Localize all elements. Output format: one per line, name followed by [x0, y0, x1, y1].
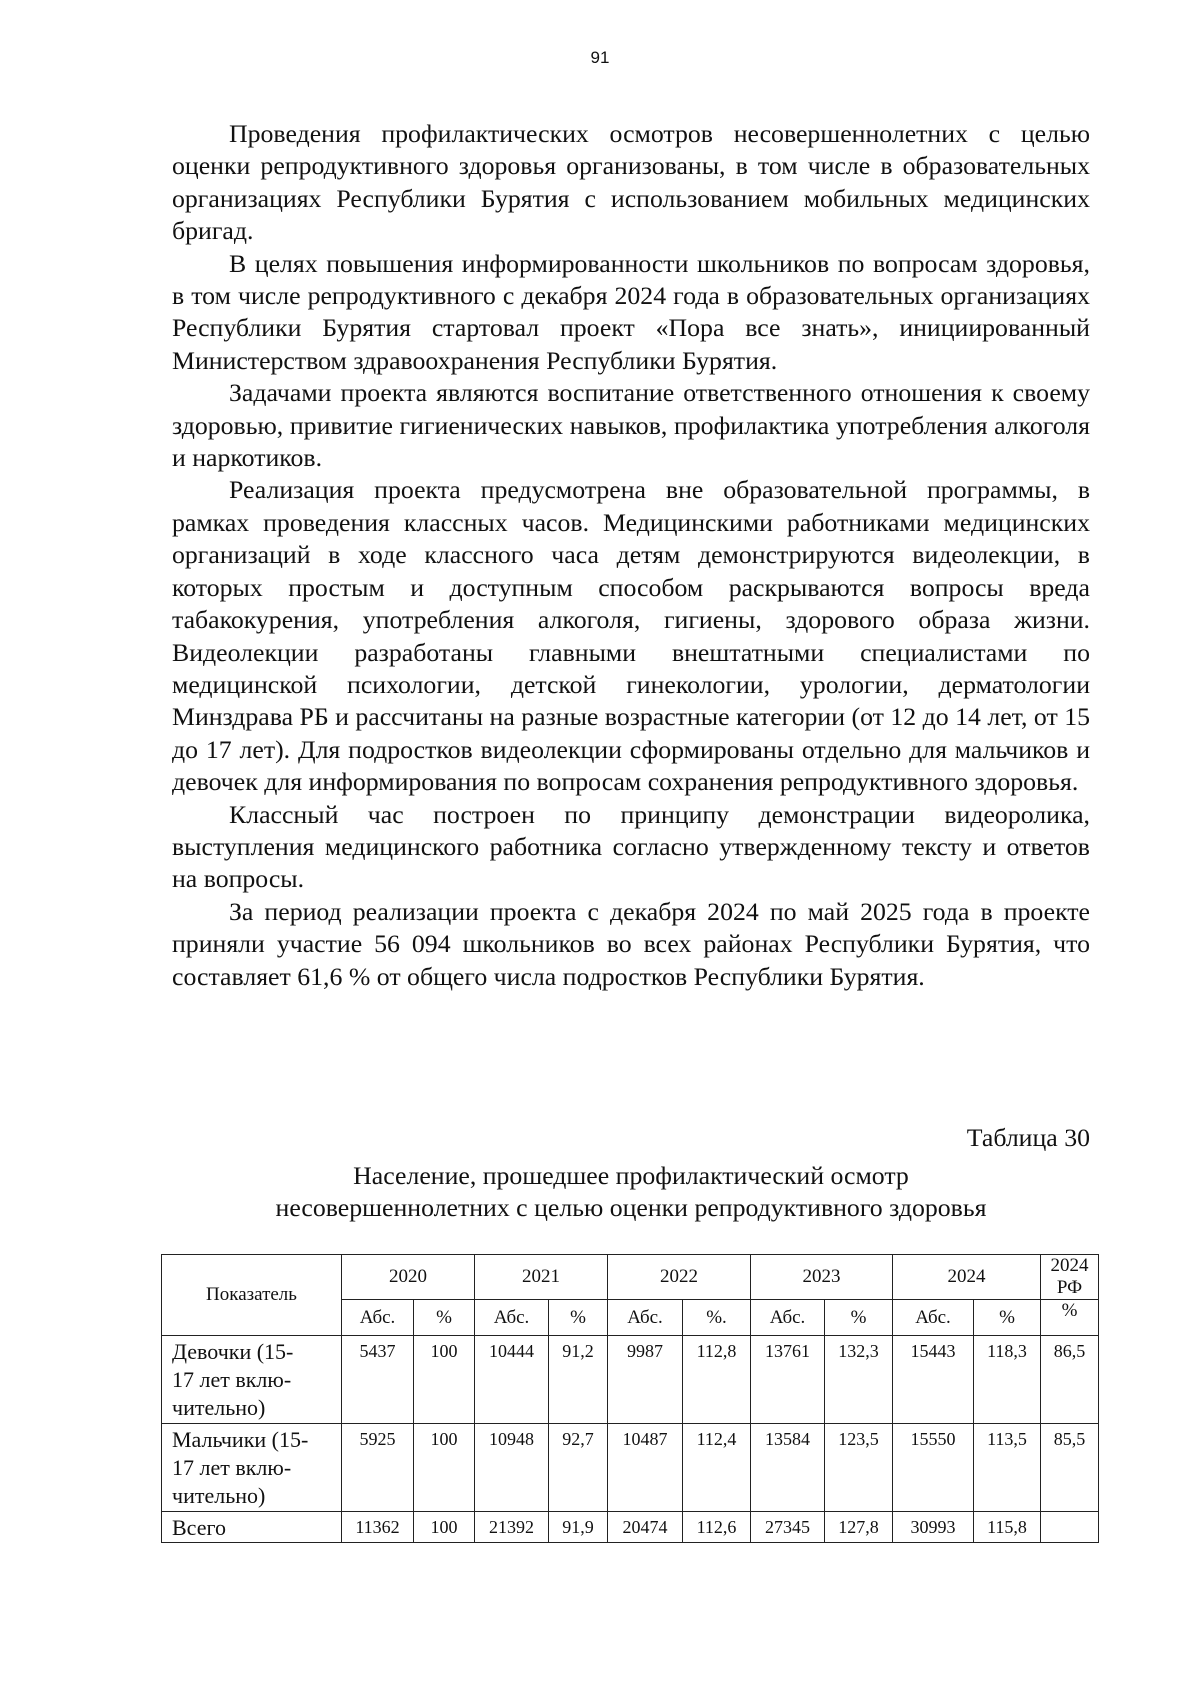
row-label-boys [162, 1424, 342, 1512]
cell-girls-abs-2022: 9987 [608, 1336, 683, 1424]
header-rf [1041, 1255, 1099, 1300]
paragraph-1: Проведения профилактических осмотров несовершеннолетних с целью оценки репродуктивного здоровья организованы, в том числе в образовательных организациях Республики Бурятия с использованием мобильных медицинских бригад. [172, 119, 1090, 246]
row-label-line: Мальчики (15- [172, 1427, 309, 1452]
subheader-pct-2022: %. [683, 1300, 751, 1336]
header-rf-label: РФ [1056, 1277, 1083, 1298]
cell-girls-pct-2021: 91,2 [549, 1336, 608, 1424]
header-year-2024: 2024 [893, 1255, 1041, 1300]
cell-boys-pct-2021: 92,7 [549, 1424, 608, 1512]
header-year-2020: 2020 [342, 1255, 475, 1300]
paragraph-5: Классный час построен по принципу демонстрации видеоролика, выступления медицинского работника согласно утвержденному тексту и ответов на вопросы. [172, 799, 1090, 894]
subheader-pct-2024: % [974, 1300, 1041, 1336]
subheader-pct-2020: % [414, 1300, 475, 1336]
paragraph-3: Задачами проекта являются воспитание ответственного отношения к своему здоровью, привитие гигиенических навыков, профилактика употребления алкоголя и наркотиков. [172, 378, 1090, 473]
cell-total-pct-2024: 115,8 [974, 1512, 1041, 1543]
row-label-line: чительно) [172, 1483, 266, 1508]
cell-total-abs-2020: 11362 [342, 1512, 414, 1543]
data-table [161, 1254, 1099, 1543]
cell-boys-pct-2020: 100 [414, 1424, 475, 1512]
cell-total-abs-2024: 30993 [893, 1512, 974, 1543]
table-row-total [162, 1512, 1099, 1543]
cell-total-pct-rf [1041, 1512, 1099, 1543]
cell-girls-abs-2021: 10444 [475, 1336, 549, 1424]
body-text [172, 118, 1090, 993]
subheader-pct-rf: % [1041, 1300, 1099, 1336]
cell-boys-abs-2021: 10948 [475, 1424, 549, 1512]
subheader-abs-2022: Абс. [608, 1300, 683, 1336]
cell-girls-pct-2023: 132,3 [825, 1336, 893, 1424]
cell-girls-abs-2023: 13761 [751, 1336, 825, 1424]
cell-boys-pct-2024: 113,5 [974, 1424, 1041, 1512]
row-label-line: чительно) [172, 1395, 266, 1420]
header-year-2022: 2022 [608, 1255, 751, 1300]
cell-girls-pct-2022: 112,8 [683, 1336, 751, 1424]
cell-total-pct-2023: 127,8 [825, 1512, 893, 1543]
header-rf-year: 2024 [1050, 1255, 1089, 1276]
subheader-abs-2021: Абс. [475, 1300, 549, 1336]
table-title [172, 1160, 1090, 1224]
cell-total-pct-2022: 112,6 [683, 1512, 751, 1543]
cell-boys-pct-2022: 112,4 [683, 1424, 751, 1512]
row-label-total: Всего [162, 1512, 342, 1543]
cell-total-abs-2022: 20474 [608, 1512, 683, 1543]
cell-total-pct-2020: 100 [414, 1512, 475, 1543]
subheader-abs-2024: Абс. [893, 1300, 974, 1336]
row-label-line: Девочки (15- [172, 1339, 294, 1364]
cell-boys-abs-2020: 5925 [342, 1424, 414, 1512]
subheader-pct-2023: % [825, 1300, 893, 1336]
table-row-boys [162, 1424, 1099, 1512]
cell-total-abs-2023: 27345 [751, 1512, 825, 1543]
cell-boys-pct-rf: 85,5 [1041, 1424, 1099, 1512]
header-year-2021: 2021 [475, 1255, 608, 1300]
cell-boys-abs-2023: 13584 [751, 1424, 825, 1512]
table-row-girls [162, 1336, 1099, 1424]
paragraph-4: Реализация проекта предусмотрена вне образовательной программы, в рамках проведения классных часов. Медицинскими работниками медицинских организаций в ходе классного часа детям демонстрируются видеолекции, в которых простым и доступным способом раскрываются вопросы вреда табакокурения, употребления алкоголя, гигиены, здорового образа жизни. Видеолекции разработаны главными внештатными специалистами по медицинской психологии, детской гинекологии, урологии, дерматологии Минздрава РБ и рассчитаны на разные возрастные категории (от 12 до 14 лет, от 15 до 17 лет). Для подростков видеолекции сформированы отдельно для мальчиков и девочек для информирования по вопросам сохранения репродуктивного здоровья. [172, 475, 1090, 797]
cell-total-abs-2021: 21392 [475, 1512, 549, 1543]
table-title-line-2: несовершеннолетних с целью оценки репродуктивного здоровья [275, 1193, 987, 1222]
row-label-line: 17 лет вклю- [172, 1455, 292, 1480]
cell-boys-abs-2022: 10487 [608, 1424, 683, 1512]
table-title-line-1: Население, прошедшее профилактический осмотр [353, 1161, 909, 1190]
cell-girls-abs-2024: 15443 [893, 1336, 974, 1424]
paragraph-6: За период реализации проекта с декабря 2024 по май 2025 года в проекте приняли участие 56 094 школьников во всех районах Республики Бурятия, что составляет 61,6 % от общего числа подростков Республики Бурятия. [172, 896, 1090, 991]
page-number: 91 [590, 48, 610, 67]
paragraph-2: В целях повышения информированности школьников по вопросам здоровья, в том числе репродуктивного с декабря 2024 года в образовательных организациях Республики Бурятия стартовал проект «Пора все знать», инициированный Министерством здравоохранения Республики Бурятия. [172, 248, 1090, 375]
header-year-2023: 2023 [751, 1255, 893, 1300]
subheader-abs-2020: Абс. [342, 1300, 414, 1336]
row-label-line: 17 лет вклю- [172, 1367, 292, 1392]
cell-boys-abs-2024: 15550 [893, 1424, 974, 1512]
row-label-girls [162, 1336, 342, 1424]
cell-total-pct-2021: 91,9 [549, 1512, 608, 1543]
header-indicator: Показатель [162, 1255, 342, 1336]
table-label: Таблица 30 [966, 1123, 1090, 1152]
cell-girls-pct-2024: 118,3 [974, 1336, 1041, 1424]
cell-girls-pct-rf: 86,5 [1041, 1336, 1099, 1424]
cell-girls-pct-2020: 100 [414, 1336, 475, 1424]
cell-boys-pct-2023: 123,5 [825, 1424, 893, 1512]
subheader-abs-2023: Абс. [751, 1300, 825, 1336]
subheader-pct-2021: % [549, 1300, 608, 1336]
cell-girls-abs-2020: 5437 [342, 1336, 414, 1424]
